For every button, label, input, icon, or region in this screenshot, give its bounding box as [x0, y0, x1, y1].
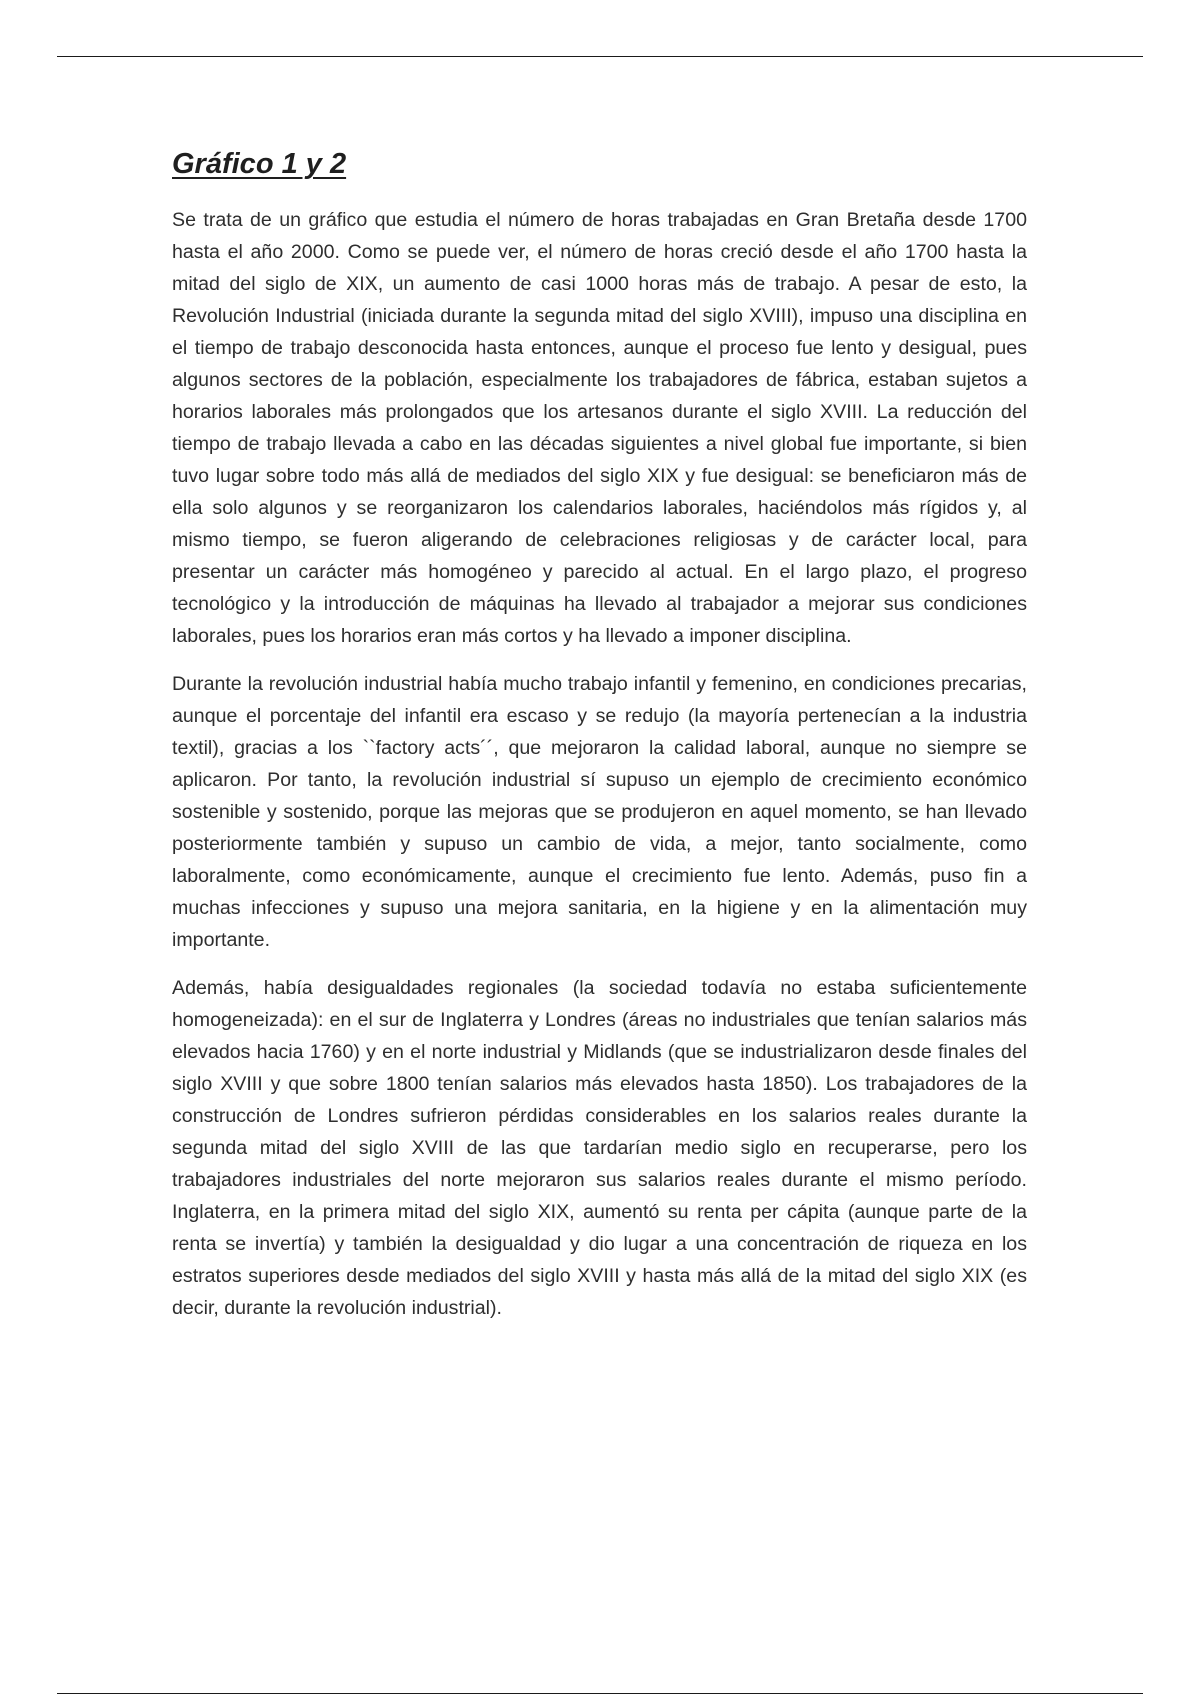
document-body [172, 144, 1027, 1340]
header-rule [57, 56, 1143, 57]
paragraph-2: Durante la revolución industrial había mucho trabajo infantil y femenino, en condiciones precarias, aunque el porcentaje del infantil era escaso y se redujo (la mayoría pertenecían a la industria textil), gracias a los ``factory acts´´, que mejoraron la calidad laboral, aunque no siempre se aplicaron. Por tanto, la revolución industrial sí supuso un ejemplo de crecimiento económico sostenible y sostenido, porque las mejoras que se produjeron en aquel momento, se han llevado posteriormente también y supuso un cambio de vida, a mejor, tanto socialmente, como laboralmente, como económicamente, aunque el crecimiento fue lento. Además, puso fin a muchas infecciones y supuso una mejora sanitaria, en la higiene y en la alimentación muy importante. [172, 673, 1027, 951]
footer-rule [57, 1693, 1143, 1694]
paragraph-3: Además, había desigualdades regionales (la sociedad todavía no estaba suficientemente homogeneizada): en el sur de Inglaterra y Londres (áreas no industriales que tenían salarios más elevados hacia 1760) y en el norte industrial y Midlands (que se industrializaron desde finales del siglo XVIII y que sobre 1800 tenían salarios más elevados hasta 1850). Los trabajadores de la construcción de Londres sufrieron pérdidas considerables en los salarios reales durante la segunda mitad del siglo XVIII de las que tardarían medio siglo en recuperarse, pero los trabajadores industriales del norte mejoraron sus salarios reales durante el mismo período. Inglaterra, en la primera mitad del siglo XIX, aumentó su renta per cápita (aunque parte de la renta se invertía) y también la desigualdad y dio lugar a una concentración de riqueza en los estratos superiores desde mediados del siglo XVIII y hasta más allá de la mitad del siglo XIX (es decir, durante la revolución industrial). [172, 977, 1027, 1319]
paragraph-1: Se trata de un gráfico que estudia el número de horas trabajadas en Gran Bretaña desde 1700 hasta el año 2000. Como se puede ver, el número de horas creció desde el año 1700 hasta la mitad del siglo de XIX, un aumento de casi 1000 horas más de trabajo. A pesar de esto, la Revolución Industrial (iniciada durante la segunda mitad del siglo XVIII), impuso una disciplina en el tiempo de trabajo desconocida hasta entonces, aunque el proceso fue lento y desigual, pues algunos sectores de la población, especialmente los trabajadores de fábrica, estaban sujetos a horarios laborales más prolongados que los artesanos durante el siglo XVIII. La reducción del tiempo de trabajo llevada a cabo en las décadas siguientes a nivel global fue importante, si bien tuvo lugar sobre todo más allá de mediados del siglo XIX y fue desigual: se beneficiaron más de ella solo algunos y se reorganizaron los calendarios laborales, haciéndolos más rígidos y, al mismo tiempo, se fueron aligerando de celebraciones religiosas y de carácter local, para presentar un carácter más homogéneo y parecido al actual. En el largo plazo, el progreso tecnológico y la introducción de máquinas ha llevado al trabajador a mejorar sus condiciones laborales, pues los horarios eran más cortos y ha llevado a imponer disciplina. [172, 209, 1027, 647]
document-title: Gráfico 1 y 2 [172, 148, 347, 180]
